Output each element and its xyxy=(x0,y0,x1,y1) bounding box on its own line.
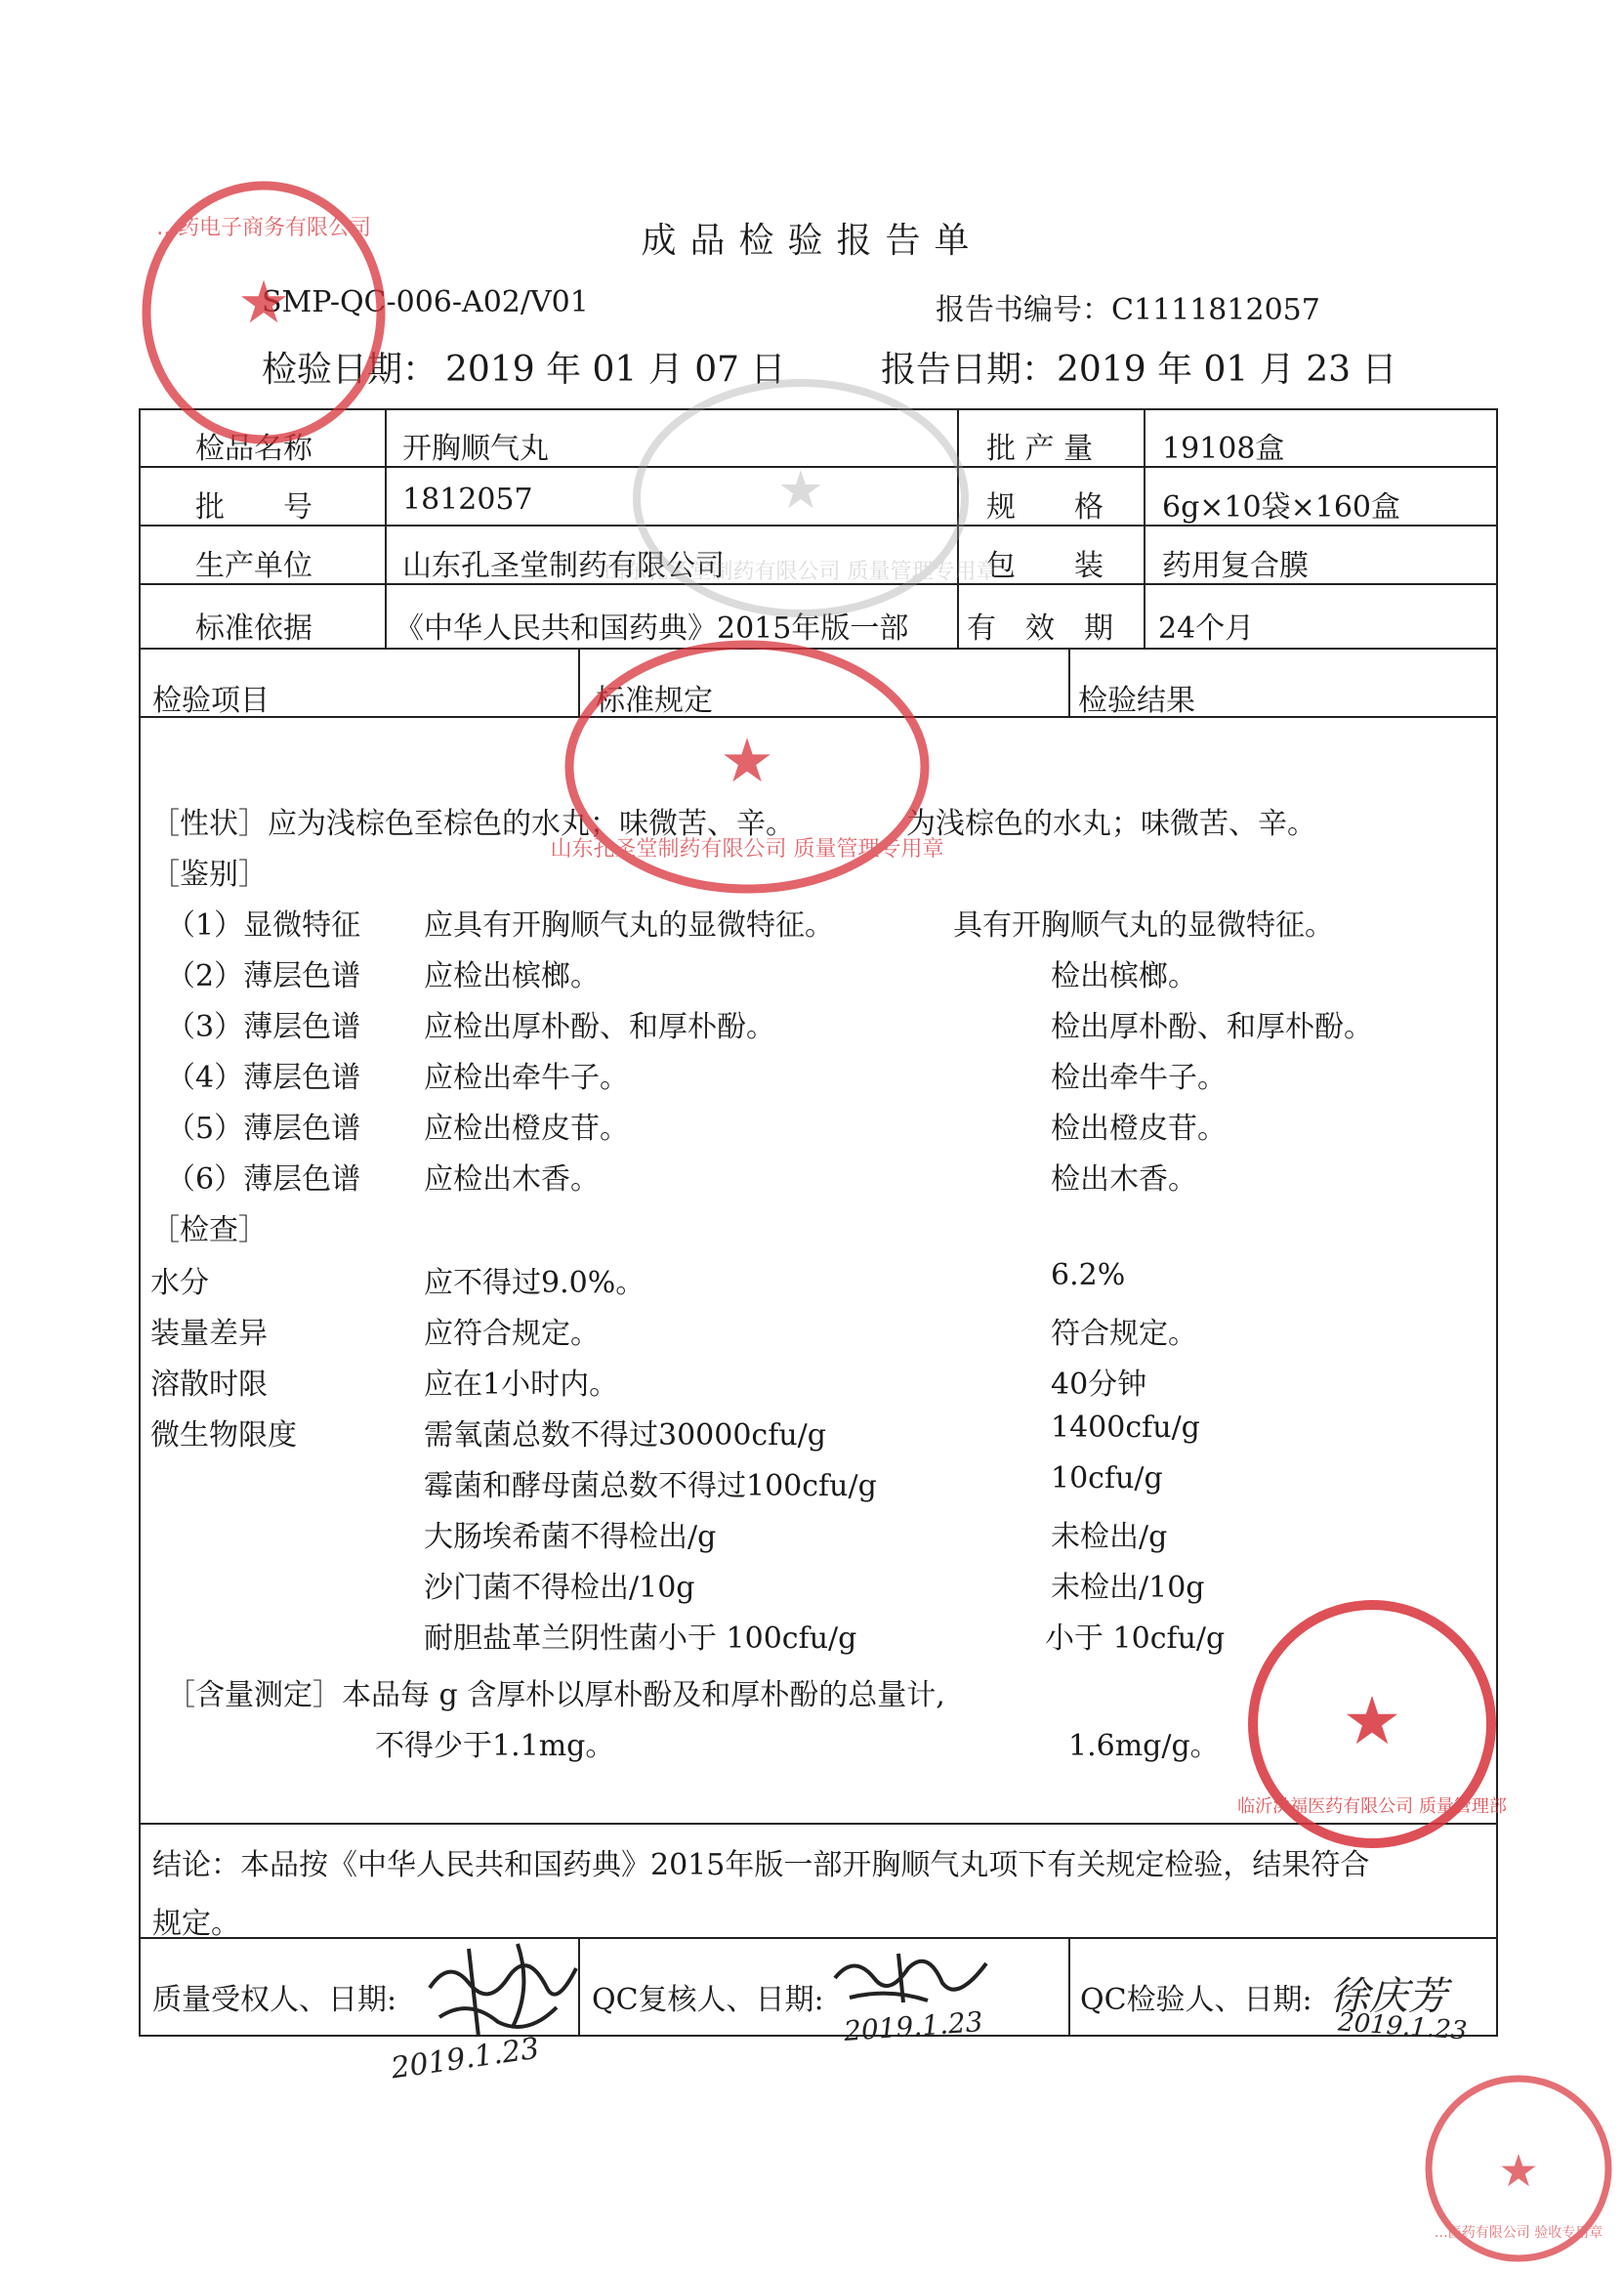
info-label-lot: 批 号 xyxy=(195,490,312,525)
qa-signature-label: 质量受权人、日期: xyxy=(152,1983,397,2017)
info-label-batch-size: 批 产 量 xyxy=(986,432,1094,466)
report-number-label: 报告书编号： xyxy=(936,293,1111,327)
svg-text:★: ★ xyxy=(720,725,774,796)
info-value-validity: 24个月 xyxy=(1158,611,1255,646)
report-date-value: 2019 年 01 月 23 日 xyxy=(1057,350,1397,390)
identification-item: （2）薄层色谱 xyxy=(166,959,361,993)
quality-management-seal-center xyxy=(550,635,944,899)
seal-text: …药电子商务有限公司 xyxy=(155,216,372,240)
identification-item: （5）薄层色谱 xyxy=(166,1112,361,1146)
qa-date-handwritten: 2019.1.23 xyxy=(389,2031,542,2086)
check-item: 装量差异 xyxy=(150,1317,268,1351)
report-number xyxy=(936,285,1320,328)
info-label-name: 检品名称 xyxy=(195,432,312,466)
check-standard: 应符合规定。 xyxy=(424,1317,600,1351)
check-result: 未检出/10g xyxy=(1051,1571,1205,1605)
qc-review-date-handwritten: 2019.1.23 xyxy=(843,2005,984,2047)
svg-text:★: ★ xyxy=(1498,2144,1539,2197)
check-standard: 霉菌和酵母菌总数不得过100cfu/g xyxy=(424,1469,877,1503)
qc-inspector-label: QC检验人、日期: xyxy=(1080,1983,1312,2017)
distributor-seal-right xyxy=(1237,1592,1507,1856)
identification-result: 检出厚朴酚、和厚朴酚。 xyxy=(1051,1010,1373,1044)
company-seal-top-left xyxy=(137,176,391,449)
check-item: 溶散时限 xyxy=(150,1368,268,1402)
qc-inspector-date-handwritten: 2019.1.23 xyxy=(1337,2007,1469,2046)
seal-text: 临沂洪福医药有限公司 质量管理部 xyxy=(1237,1796,1507,1817)
seal-text: …医药有限公司 验收专用章 xyxy=(1434,2225,1603,2241)
check-result: 未检出/g xyxy=(1051,1520,1168,1554)
check-result: 小于 10cfu/g xyxy=(1045,1622,1226,1656)
character-result: 为浅棕色的水丸；味微苦、辛。 xyxy=(906,807,1316,841)
identification-result: 检出牵牛子。 xyxy=(1051,1061,1227,1095)
info-value-spec: 6g×10袋×160盒 xyxy=(1162,490,1400,525)
info-label-manufacturer: 生产单位 xyxy=(195,549,312,583)
identification-item: （3）薄层色谱 xyxy=(166,1010,361,1044)
identification-item: （4）薄层色谱 xyxy=(166,1061,361,1095)
check-result: 符合规定。 xyxy=(1051,1317,1197,1351)
identification-standard: 应检出牵牛子。 xyxy=(424,1061,629,1095)
check-item: 微生物限度 xyxy=(150,1418,297,1453)
assay-line-1: ［含量测定］本品每 g 含厚朴以厚朴酚及和厚朴酚的总量计, xyxy=(166,1678,945,1712)
check-result: 10cfu/g xyxy=(1051,1461,1163,1496)
check-standard: 需氧菌总数不得过30000cfu/g xyxy=(424,1418,826,1453)
info-label-packaging: 包 装 xyxy=(986,549,1103,583)
info-value-manufacturer: 山东孔圣堂制药有限公司 xyxy=(402,549,725,583)
seal-text: 山东孔圣堂制药有限公司 质量管理专用章 xyxy=(550,837,944,862)
info-value-name: 开胸顺气丸 xyxy=(402,432,549,466)
info-value-lot: 1812057 xyxy=(402,483,533,517)
report-date-label: 报告日期： xyxy=(881,350,1058,390)
qc-review-label: QC复核人、日期: xyxy=(592,1983,824,2017)
svg-text:★: ★ xyxy=(1342,1683,1402,1760)
identification-standard: 应检出木香。 xyxy=(424,1162,600,1197)
receiving-seal-bottom-right xyxy=(1416,2071,1621,2266)
info-value-standard: 《中华人民共和国药典》2015年版一部 xyxy=(395,611,909,646)
identification-standard: 应具有开胸顺气丸的显微特征。 xyxy=(424,908,834,943)
check-result: 40分钟 xyxy=(1051,1368,1147,1402)
inspection-date-label: 检验日期： xyxy=(262,350,438,390)
info-label-validity: 有 效 期 xyxy=(967,611,1113,646)
seal-text: 山东孔圣堂制药有限公司 质量管理专用章 xyxy=(604,560,998,584)
identification-standard: 应检出厚朴酚、和厚朴酚。 xyxy=(424,1010,775,1044)
identification-heading: ［鉴别］ xyxy=(150,858,268,892)
check-standard: 大肠埃希菌不得检出/g xyxy=(424,1520,717,1554)
info-value-packaging: 药用复合膜 xyxy=(1162,549,1309,583)
info-label-standard: 标准依据 xyxy=(195,611,312,646)
identification-item: （6）薄层色谱 xyxy=(166,1162,361,1197)
faint-quality-seal xyxy=(604,371,998,625)
qc-review-handwritten-signature xyxy=(830,1944,996,2012)
identification-standard: 应检出橙皮苷。 xyxy=(424,1112,629,1146)
identification-item: （1）显微特征 xyxy=(166,908,361,943)
conclusion-line-2: 规定。 xyxy=(152,1907,240,1941)
svg-text:★: ★ xyxy=(776,459,825,521)
identification-result: 检出橙皮苷。 xyxy=(1051,1112,1227,1146)
qc-inspector-handwritten-signature: 徐庆芳 xyxy=(1330,1974,1447,2019)
check-result: 6.2% xyxy=(1051,1258,1126,1292)
info-value-batch-size: 19108盒 xyxy=(1162,432,1285,466)
assay-line-2: 不得少于1.1mg。 xyxy=(375,1729,615,1763)
check-item: 水分 xyxy=(150,1266,209,1300)
inspection-date-value: 2019 年 01 月 07 日 xyxy=(445,350,786,390)
check-standard: 沙门菌不得检出/10g xyxy=(424,1571,695,1605)
column-header-result: 检验结果 xyxy=(1078,684,1195,718)
check-standard: 耐胆盐革兰阴性菌小于 100cfu/g xyxy=(424,1622,857,1656)
identification-result: 检出木香。 xyxy=(1051,1162,1197,1197)
assay-result: 1.6mg/g。 xyxy=(1068,1729,1220,1763)
identification-standard: 应检出槟榔。 xyxy=(424,959,600,993)
page-title: 成品检验报告单 xyxy=(641,221,983,261)
report-number-value: C1111812057 xyxy=(1111,293,1320,327)
character-standard: ［性状］应为浅棕色至棕色的水丸；味微苦、辛。 xyxy=(150,807,795,841)
identification-result: 具有开胸顺气丸的显微特征。 xyxy=(953,908,1334,943)
form-code: SMP-QC-006-A02/V01 xyxy=(262,285,589,319)
check-result: 1400cfu/g xyxy=(1051,1411,1200,1445)
column-header-item: 检验项目 xyxy=(152,684,270,718)
checks-heading: ［检查］ xyxy=(150,1213,268,1247)
svg-text:★: ★ xyxy=(237,269,290,337)
check-standard: 应不得过9.0%。 xyxy=(424,1266,645,1300)
info-label-spec: 规 格 xyxy=(986,490,1103,525)
identification-result: 检出槟榔。 xyxy=(1051,959,1197,993)
column-header-standard: 标准规定 xyxy=(596,684,713,718)
conclusion-line-1: 结论：本品按《中华人民共和国药典》2015年版一部开胸顺气丸项下有关规定检验，结果符合 xyxy=(152,1848,1370,1882)
check-standard: 应在1小时内。 xyxy=(424,1368,619,1402)
